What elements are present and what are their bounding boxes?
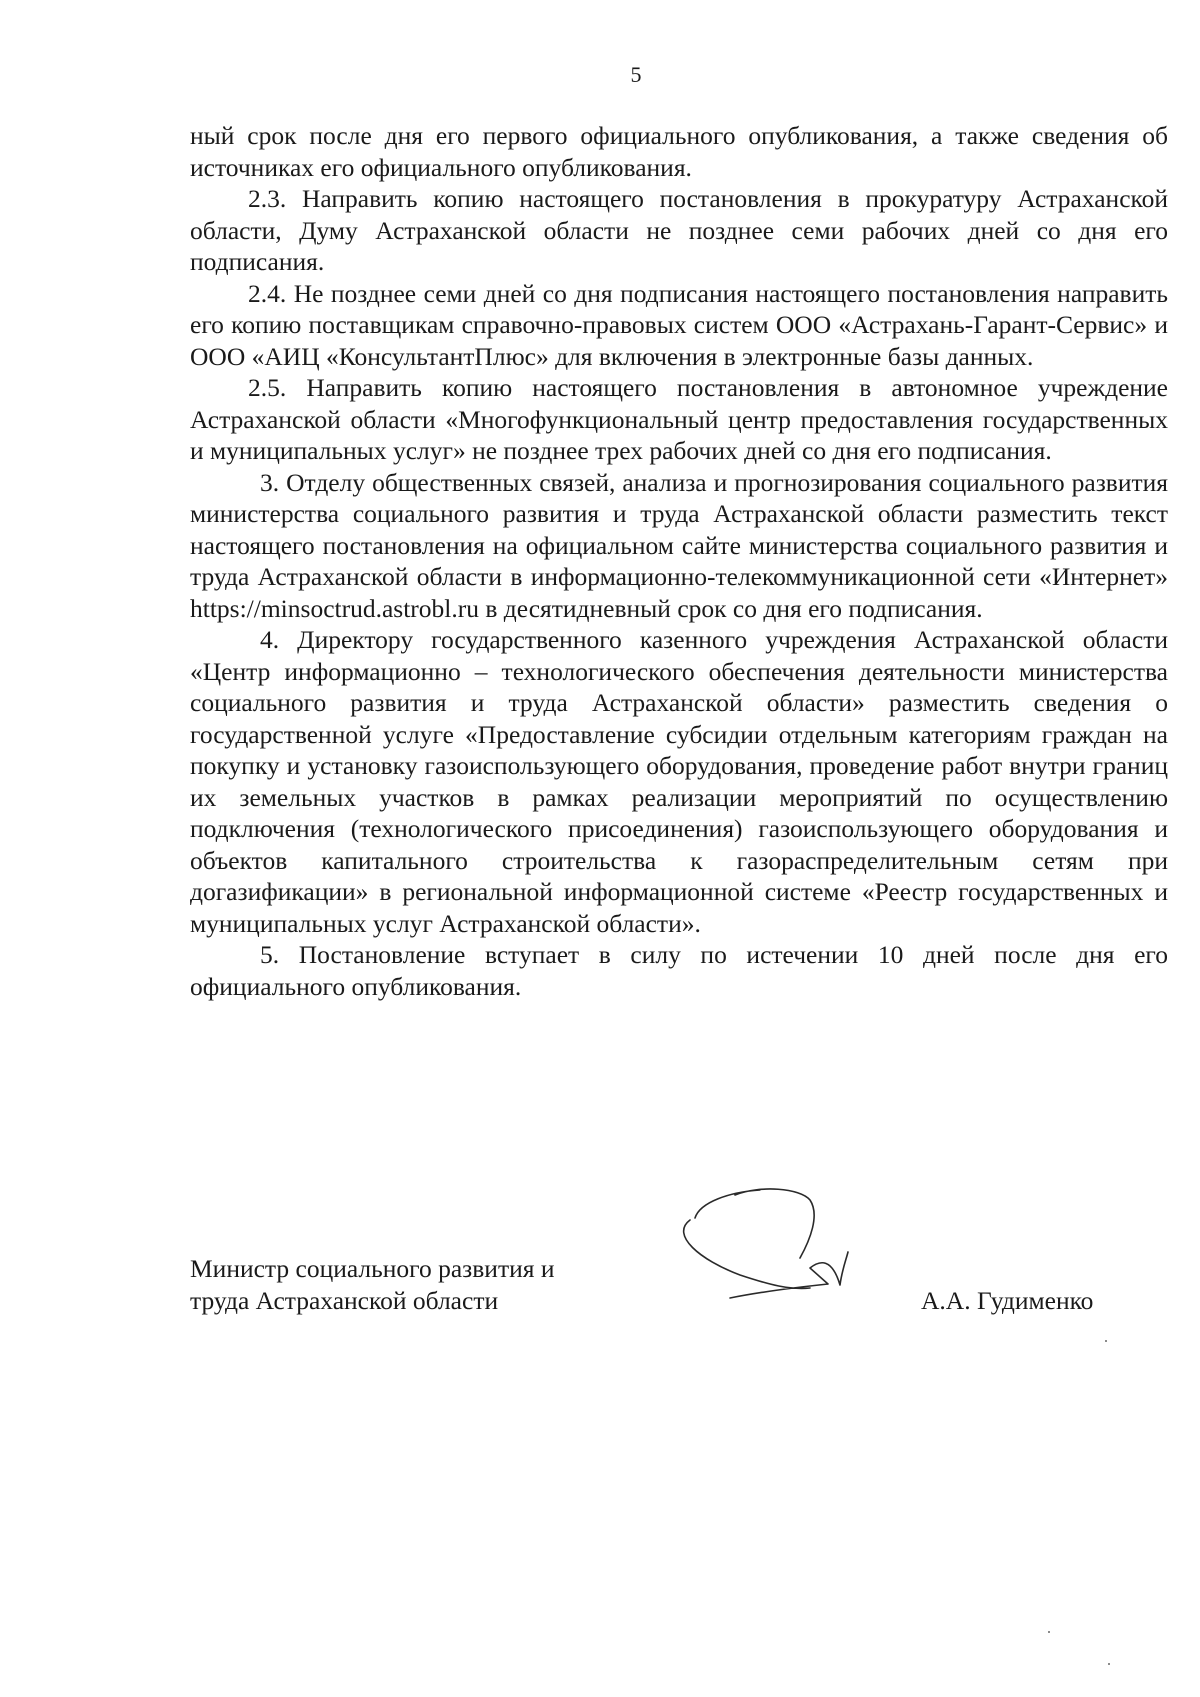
page-number: 5 [630,62,642,87]
signer-name: А.А. Гудименко [921,1286,1094,1315]
paragraph-3: 3. Отделу общественных связей, анализа и прогнозирования социального развития министерства социального развития и труда Астраханской области разместить текст настоящего постановления на официальном сайте министерства социального развития и труда Астраханской области в информационно-телекоммуникационной сети «Интернет» https://minsoctrud.astrobl.ru в десятидневный срок со дня его подписания. [190,467,1168,623]
scan-speck [1105,1340,1107,1342]
scan-speck [1108,1663,1110,1665]
paragraph-2-3: 2.3. Направить копию настоящего постановления в прокуратуру Астраханской области, Думу Астраханской области не позднее семи рабочих дней со дня его подписания. [190,184,1168,276]
paragraph-2-5: 2.5. Направить копию настоящего постановления в автономное учреждение Астраханской области «Многофункциональный центр предоставления государственных и муниципальных услуг» не позднее трех рабочих дней со дня его подписания. [190,373,1168,465]
paragraph-4: 4. Директору государственного казенного учреждения Астраханской области «Центр информационно – технологического обеспечения деятельности министерства социального развития и труда Астраханской области» разместить сведения о государственной услуге «Предоставление субсидии отдельным категориям граждан на покупку и установку газоиспользующего оборудования, проведение работ внутри границ их земельных участков в рамках реализации мероприятий по осуществлению подключения (технологического присоединения) газоиспользующего оборудования и объектов капитального строительства к газораспределительным сетям при догазификации» в региональной информационной системе «Реестр государственных и муниципальных услуг Астраханской области». [190,625,1168,938]
scan-speck [1048,1631,1050,1633]
paragraph-2-4: 2.4. Не позднее семи дней со дня подписания настоящего постановления направить его копию поставщикам справочно-правовых систем ООО «Астрахань-Гарант-Сервис» и ООО «АИЦ «КонсультантПлюс» для включения в электронные базы данных. [190,278,1168,371]
handwritten-signature [660,1180,880,1320]
paragraph-5: 5. Постановление вступает в силу по истечении 10 дней после дня его официального опубликования. [190,940,1168,1001]
signer-position-line-1: Министр социального развития и [190,1254,555,1283]
signer-position [190,1253,554,1317]
paragraph-continuation: ный срок после дня его первого официального опубликования, а также сведения об источниках его официального опубликования. [190,121,1168,182]
document-body [190,120,1168,1002]
signer-position-line-2: труда Астраханской области [190,1286,499,1315]
